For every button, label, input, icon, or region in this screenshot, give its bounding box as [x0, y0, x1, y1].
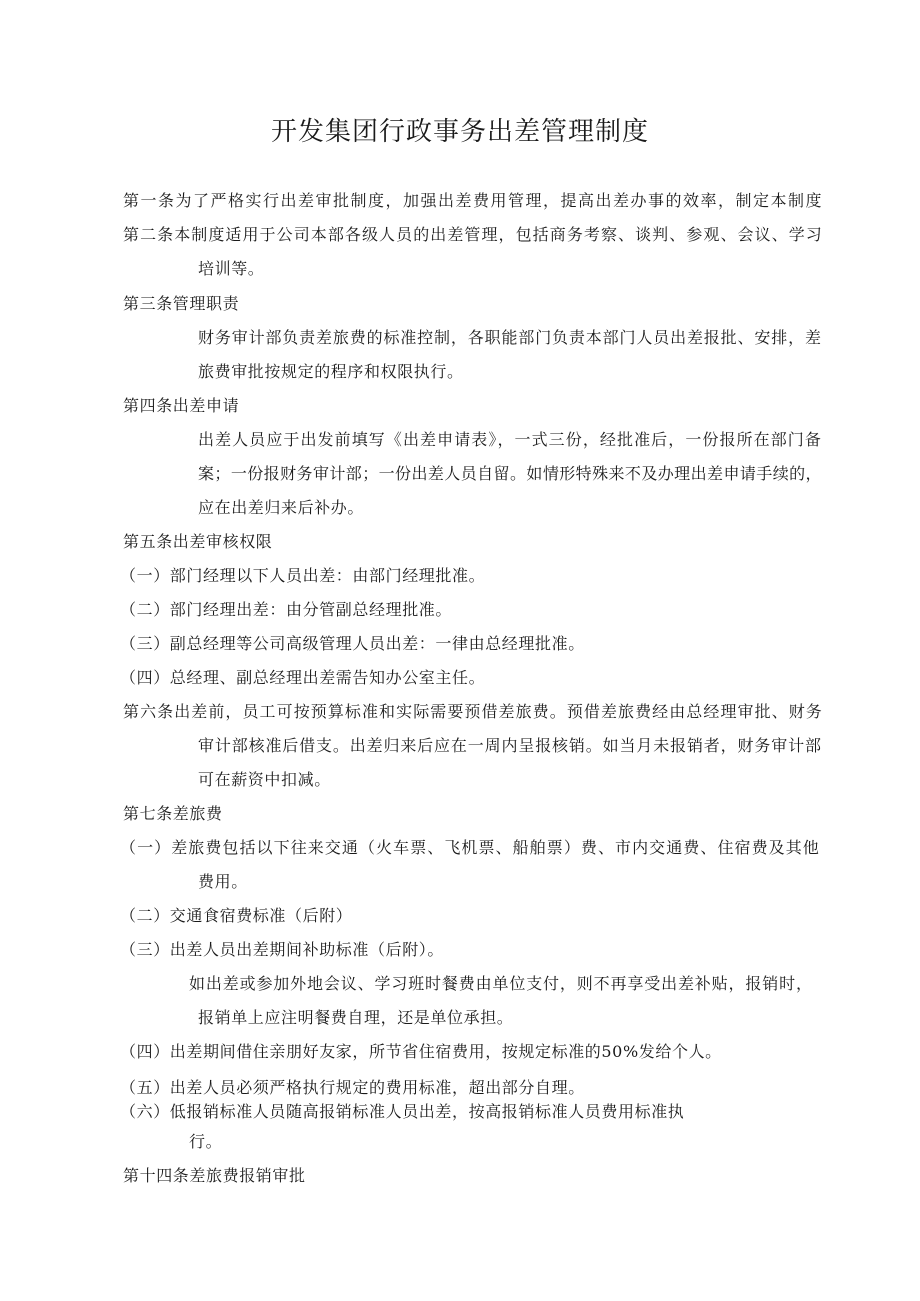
- article-7-item-5: （五）出差人员必须严格执行规定的费用标准，超出部分自理。: [120, 1078, 585, 1097]
- article-3-heading: 第三条管理职责: [123, 294, 240, 313]
- article-7-item-3: （三）出差人员出差期间补助标准（后附）。: [120, 940, 445, 959]
- article-14-heading: 第十四条差旅费报销审批: [123, 1166, 306, 1185]
- article-6-line-2: 审计部核准后借支。出差归来后应在一周内呈报核销。如当月未报销者，财务审计部: [198, 736, 822, 755]
- article-4-heading: 第四条出差申请: [123, 396, 240, 415]
- article-2-line-1: 第二条本制度适用于公司本部各级人员的出差管理，包括商务考察、谈判、参观、会议、学习: [123, 225, 823, 244]
- article-2-line-2: 培训等。: [198, 259, 265, 278]
- article-3-body-line-2: 旅费审批按规定的程序和权限执行。: [198, 362, 464, 381]
- article-5-item-1: （一）部门经理以下人员出差：由部门经理批准。: [120, 566, 486, 585]
- article-7-item-2: （二）交通食宿费标准（后附）: [120, 906, 353, 925]
- document-title: 开发集团行政事务出差管理制度: [270, 117, 649, 147]
- article-7-item-1-line-1: （一）差旅费包括以下往来交通（火车票、飞机票、船舶票）费、市内交通费、住宿费及其他: [120, 838, 820, 857]
- article-5-item-2: （二）部门经理出差：由分管副总经理批准。: [120, 600, 453, 619]
- article-7-item-3-note-line-1: 如出差或参加外地会议、学习班时餐费由单位支付，则不再享受出差补贴，报销时，: [189, 974, 813, 993]
- article-5-item-3: （三）副总经理等公司高级管理人员出差：一律由总经理批准。: [120, 634, 585, 653]
- article-4-body-line-2: 案；一份报财务审计部；一份出差人员自留。如情形特殊来不及办理出差申请手续的，: [198, 464, 822, 483]
- article-5-heading: 第五条出差审核权限: [123, 532, 273, 551]
- article-4-body-line-3: 应在出差归来后补办。: [198, 498, 365, 517]
- article-7-item-3-note-line-2: 报销单上应注明餐费自理，还是单位承担。: [198, 1008, 514, 1027]
- article-7-item-6-line-2: 行。: [189, 1132, 223, 1151]
- article-6-line-3: 可在薪资中扣减。: [198, 770, 331, 789]
- article-3-body-line-1: 财务审计部负责差旅费的标准控制，各职能部门负责本部门人员出差报批、安排，差: [198, 328, 822, 347]
- article-7-item-4: （四）出差期间借住亲朋好友家，所节省住宿费用，按规定标准的50%发给个人。: [120, 1042, 722, 1061]
- article-7-heading: 第七条差旅费: [123, 804, 223, 823]
- article-6-line-1: 第六条出差前，员工可按预算标准和实际需要预借差旅费。预借差旅费经由总经理审批、财务: [123, 702, 823, 721]
- article-5-item-4: （四）总经理、副总经理出差需告知办公室主任。: [120, 668, 486, 687]
- article-1-line-1: 第一条为了严格实行出差审批制度，加强出差费用管理，提高出差办事的效率，制定本制度: [123, 191, 824, 210]
- article-7-item-6-line-1: （六）低报销标准人员随高报销标准人员出差，按高报销标准人员费用标准执: [120, 1102, 685, 1121]
- article-4-body-line-1: 出差人员应于出发前填写《出差申请表》，一式三份，经批准后，一份报所在部门备: [198, 430, 822, 449]
- article-7-item-1-line-2: 费用。: [198, 872, 248, 891]
